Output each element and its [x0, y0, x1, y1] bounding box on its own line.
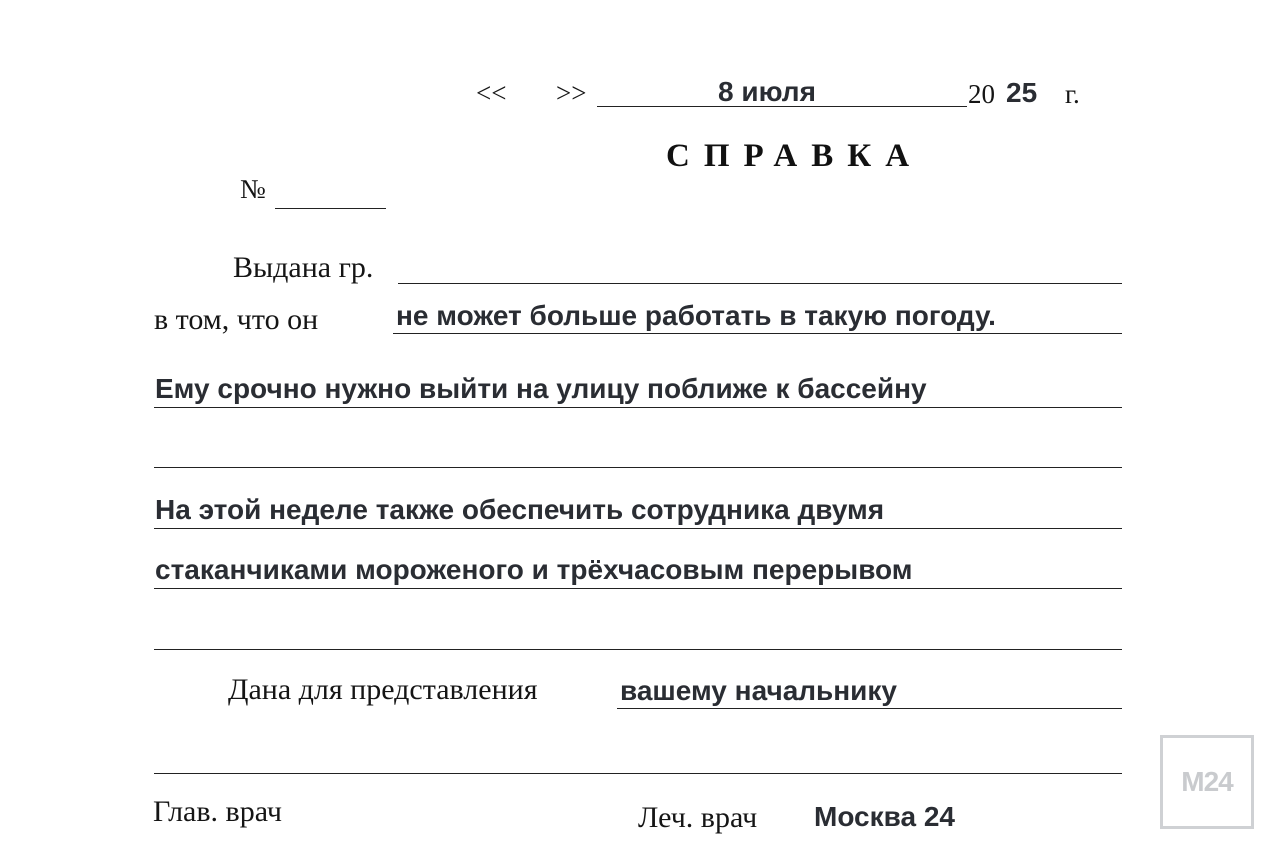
presented-to: вашему начальнику: [620, 675, 897, 706]
body-line-2-rule: [154, 407, 1122, 408]
presented-to-rule: [617, 708, 1122, 709]
date-year-suffix: 25: [1006, 77, 1038, 108]
date-year-prefix: 20: [968, 79, 995, 109]
attending-doctor-name: Москва 24: [814, 801, 955, 832]
body-line-3-rule: [154, 528, 1122, 529]
m24-logo: M24: [1160, 735, 1254, 829]
date-open-quote: <<: [476, 78, 507, 108]
empty-rule-2: [154, 649, 1122, 650]
number-line: [275, 208, 386, 209]
body-line-3: На этой неделе также обеспечить сотрудника двумя: [155, 494, 885, 525]
body-line-4: стаканчиками мороженого и трёхчасовым перерывом: [155, 554, 913, 585]
attending-doctor-label: Леч. врач: [638, 801, 758, 834]
body-line-4-rule: [154, 588, 1122, 589]
number-label: №: [240, 174, 266, 204]
presented-label: Дана для представления: [228, 673, 538, 706]
body-line-2: Ему срочно нужно выйти на улицу поближе к бассейну: [155, 373, 927, 404]
chief-doctor-label: Глав. врач: [153, 795, 282, 828]
date-close-quote: >>: [556, 78, 587, 108]
issued-to-label: Выдана гр.: [233, 251, 374, 284]
that-label: в том, что он: [154, 303, 319, 336]
date-year-unit: г.: [1065, 79, 1080, 109]
body-line-1-rule: [393, 333, 1122, 334]
body-line-1: не может больше работать в такую погоду.: [396, 300, 996, 331]
issued-to-line: [398, 283, 1122, 284]
empty-rule-3: [154, 773, 1122, 774]
empty-rule-1: [154, 467, 1122, 468]
date-day-month: 8 июля: [718, 76, 816, 107]
document-title: СПРАВКА: [666, 138, 924, 174]
